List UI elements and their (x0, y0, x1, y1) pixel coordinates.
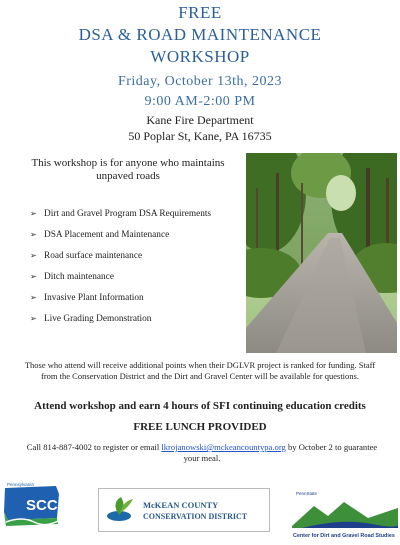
cdg-text: Center for Dirt and Gravel Road Studies (293, 533, 395, 539)
topic-item: ➢ DSA Placement and Maintenance (30, 230, 170, 240)
registration-text: Call 814-887-4002 to register or email lkrojanowski@mckeancountypa.org by October 2 to guarantee your meal. (26, 442, 378, 463)
topic-item: ➢ Dirt and Gravel Program DSA Requirements (30, 209, 212, 219)
intro-text: This workshop is for anyone who maintains unpaved roads (31, 157, 225, 182)
topic-item: ➢ Road surface maintenance (30, 251, 143, 261)
pa-scc-logo (2, 478, 62, 530)
title-workshop: WORKSHOP (150, 47, 250, 66)
mckean-conservation-logo (98, 488, 270, 532)
event-date: Friday, October 13th, 2023 (117, 74, 283, 89)
topic-list (30, 208, 240, 334)
topic-item: ➢ Invasive Plant Information (30, 293, 144, 303)
title-main: DSA & ROAD MAINTENANCE (78, 25, 322, 44)
cdg-small-text: PennState (296, 491, 318, 496)
title-free: FREE (178, 3, 222, 22)
topic-item: ➢ Live Grading Demonstration (30, 314, 152, 324)
mckean-line1: McKEAN COUNTY (143, 500, 219, 510)
arrow-bullet-icon: ➢ (30, 251, 37, 260)
event-time: 9:00 AM-2:00 PM (144, 94, 256, 109)
gravel-road-photo (246, 153, 397, 353)
ranking-note: Those who attend will receive additional points when their DGLVR project is ranked for funding. Staff from the Conservation District and the Dirt and Gravel Center will be available for questions. (24, 360, 376, 381)
arrow-bullet-icon: ➢ (30, 293, 37, 302)
arrow-bullet-icon: ➢ (30, 314, 37, 323)
scc-text: SCC (26, 497, 58, 514)
scc-small-text: Pennsylvania (7, 482, 34, 487)
event-venue: Kane Fire Department (146, 113, 254, 127)
event-address: 50 Poplar St, Kane, PA 16735 (128, 129, 272, 143)
topic-item: ➢ Ditch maintenance (30, 272, 114, 282)
dirt-gravel-center-logo (292, 488, 398, 540)
arrow-bullet-icon: ➢ (30, 230, 37, 239)
arrow-bullet-icon: ➢ (30, 272, 37, 281)
email-link[interactable]: lkrojanowski@mckeancountypa.org (161, 442, 286, 452)
sfi-credits-line: Attend workshop and earn 4 hours of SFI continuing education credits (34, 400, 366, 412)
free-lunch-line: FREE LUNCH PROVIDED (133, 421, 267, 433)
mckean-line2: CONSERVATION DISTRICT (143, 512, 248, 521)
arrow-bullet-icon: ➢ (30, 209, 37, 218)
